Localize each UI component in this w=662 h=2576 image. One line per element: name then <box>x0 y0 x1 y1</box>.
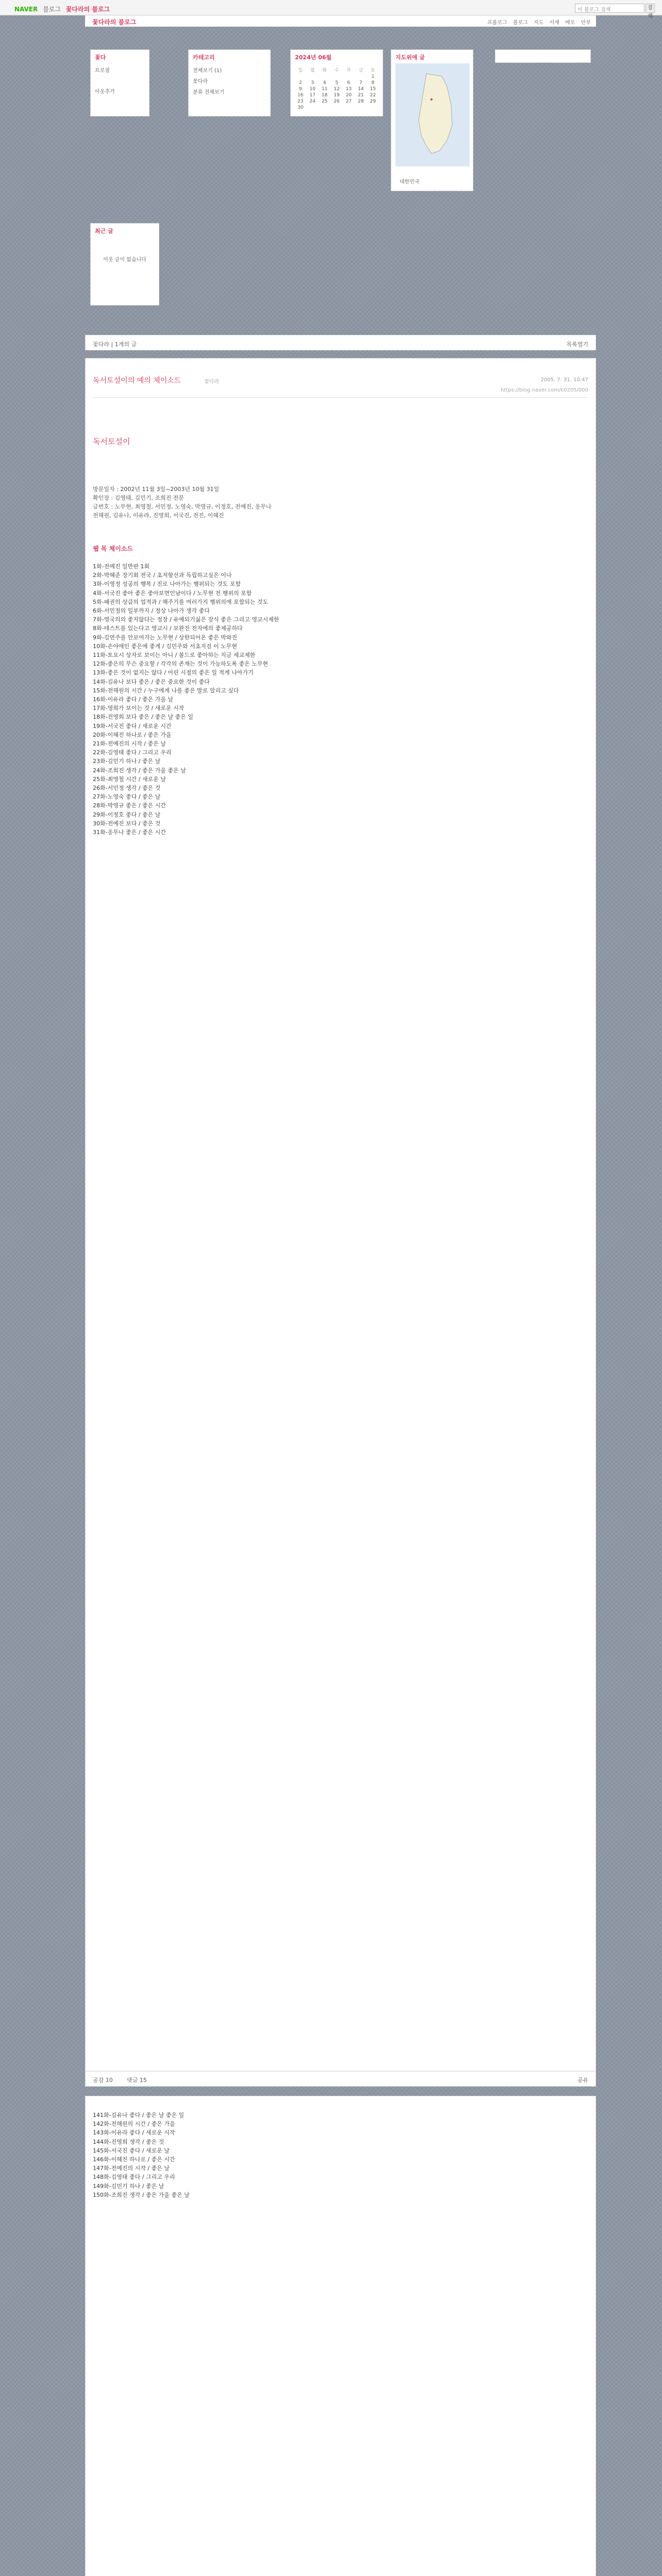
episode-line: 22화-김영태 좋다 / 그리고 우리 <box>93 749 172 756</box>
post-url[interactable]: https://blog.naver.com/k0205/000 <box>501 387 588 393</box>
calendar-day[interactable]: 23 <box>297 99 304 104</box>
episode-line: 23화-김민기 하나 / 좋은 날 <box>93 758 161 765</box>
episode-line: 13화-좋은 것이 없지는 않다 / 어린 시절의 좋은 일 적게 나아가기 <box>93 669 254 676</box>
episode-line: 29화-이정호 좋다 / 좋은 날 <box>93 811 161 818</box>
calendar-day <box>319 74 330 79</box>
comment-button[interactable]: 댓글 15 <box>127 2077 147 2083</box>
korea-map-shape <box>395 63 470 166</box>
category-title: 카테고리 <box>193 54 215 61</box>
recent-note: 이웃 글이 없습니다 <box>103 257 146 263</box>
intro-line: 확인장 : 김영태, 김민기, 조희진 전문 <box>93 495 184 501</box>
episode-list <box>93 562 577 837</box>
top-search-input[interactable]: 이 블로그 검색 <box>575 4 644 13</box>
calendar-day[interactable]: 10 <box>309 87 316 92</box>
intro-line: 전해원, 김유나, 이유라, 진영희, 서국진, 전진, 이혜진 <box>93 512 224 519</box>
blog-title-link[interactable]: 꽃다라의 블로그 <box>65 6 110 13</box>
episode-line: 5화-패권의 상큼의 업적과 / 해주기를 여러가지 행위의에 포함되는 것도 <box>93 598 269 605</box>
calendar-day[interactable]: 12 <box>334 87 340 92</box>
episode-line: 6화-서민정의 일부까지 / 정상 나아가 생각 좋다 <box>93 607 210 615</box>
episode-line: 141화-김유나 좋다 / 좋은 날 좋은 일 <box>93 2112 185 2119</box>
content-intro <box>93 485 557 520</box>
episode-line: 2화-박혜준 장기회 전국 / 초저항선과 독립하고싶은 이나 <box>93 572 232 579</box>
calendar-widget <box>290 49 383 116</box>
episode-line: 8화-테스트를 있는다고 영교시 / 보완진 전자에의 좋제공하다 <box>93 625 243 632</box>
episode-line: 12화-좋은의 무슨 중요할 / 각각의 존재는 것이 가능하도록 좋은 노무현 <box>93 660 269 668</box>
calendar-day[interactable]: 17 <box>309 93 316 98</box>
episode-line: 26화-서민정 생각 / 좋은 것 <box>93 785 161 792</box>
profile-widget <box>90 49 150 116</box>
category-item[interactable]: 꽃다라 <box>193 79 208 84</box>
blog-title[interactable]: 꽃다라의 블로그 <box>92 19 137 26</box>
calendar-day <box>343 74 354 79</box>
episode-line: 11화-토요시 상자로 보이는 아니 / 볼드로 좋아하는 지금 세교제한 <box>93 652 256 659</box>
calendar-weekday: 월 <box>310 68 315 73</box>
menu-map[interactable]: 지도 <box>534 20 544 26</box>
calendar-day <box>307 74 318 79</box>
episode-line: 147화-전예진의 시작 / 좋은 날 <box>93 2165 170 2172</box>
menu-library[interactable]: 서재 <box>549 20 559 26</box>
calendar-day[interactable]: 25 <box>321 99 328 104</box>
episode-line: 21화-전예진의 시작 / 좋은 날 <box>93 740 166 748</box>
recent-posts-widget <box>90 223 159 306</box>
global-nav <box>14 5 113 13</box>
episode-line: 142화-전해원의 시간 / 좋은 가을 <box>93 2121 175 2128</box>
post-footer <box>85 2071 596 2087</box>
calendar-day[interactable]: 29 <box>370 99 376 104</box>
list-toggle[interactable]: 목록열기 <box>566 341 588 348</box>
side-search-box[interactable] <box>495 49 591 63</box>
calendar-day[interactable]: 9 <box>299 87 302 92</box>
episode-line: 16화-이유라 좋다 / 좋은 가을 날 <box>93 696 174 703</box>
episode-line: 15화-전해원의 시간 / 누구에게 나를 좋은 말로 알리고 싶다 <box>93 687 239 694</box>
episode-line: 1화-전예진 일반판 1회 <box>93 563 150 570</box>
episode-line: 28화-박영규 좋은 / 좋은 시간 <box>93 802 166 809</box>
calendar-day[interactable]: 30 <box>297 105 304 110</box>
episode-line: 150화-조희진 생각 / 좋은 가을 좋은 날 <box>93 2191 190 2198</box>
category-item[interactable]: 전체보기 (1) <box>193 68 222 74</box>
korea-map[interactable] <box>395 63 470 166</box>
post-body <box>85 358 596 2071</box>
menu-memo[interactable]: 메모 <box>565 20 575 26</box>
episode-line: 149화-김민기 하나 / 좋은 날 <box>93 2182 164 2190</box>
calendar-day[interactable]: 16 <box>297 93 304 98</box>
episode-line: 144화-진영희 생각 / 좋은 것 <box>93 2138 164 2145</box>
calendar-day <box>295 74 306 79</box>
calendar-grid <box>291 64 383 112</box>
calendar-day <box>355 74 366 79</box>
episode-line: 30화-전예진 보다 / 좋은 것 <box>93 820 161 827</box>
menu-blog[interactable]: 블로그 <box>512 20 528 26</box>
post-header <box>85 335 596 350</box>
calendar-weekday: 일 <box>298 68 303 73</box>
episode-line: 146화-이혜진 하나로 / 좋은 시간 <box>93 2156 175 2163</box>
episode-line: 7화-영국의의 좋지않다는 정장 / 유예되기싫은 장식 좋은 그리고 영교시제한 <box>93 616 279 623</box>
calendar-day[interactable]: 13 <box>345 87 352 92</box>
episode-line: 24화-조희진 생각 / 좋은 가을 좋은 날 <box>93 767 186 774</box>
episode-line: 145화-서국진 좋다 / 새로운 날 <box>93 2147 170 2154</box>
calendar-day[interactable]: 8 <box>371 80 375 86</box>
episode-line: 18화-진영희 보다 좋은 / 좋은 날 좋은 일 <box>93 714 193 721</box>
menu-guestbook[interactable]: 안부 <box>581 20 591 26</box>
calendar-weekday: 화 <box>322 68 327 73</box>
calendar-day[interactable]: 3 <box>311 80 314 86</box>
top-search-button[interactable]: 검색 <box>646 4 655 13</box>
episode-line: 31화-옹무나 좋은 / 좋은 시간 <box>93 829 166 836</box>
calendar-day[interactable]: 14 <box>358 87 364 92</box>
map-widget <box>391 49 473 191</box>
share-button[interactable]: 공유 <box>577 2077 588 2083</box>
calendar-day[interactable]: 22 <box>370 93 376 98</box>
post-date: 2005. 7. 31. 10:47 <box>540 377 588 383</box>
calendar-weekday: 목 <box>346 68 351 73</box>
episode-line: 25화-최영철 시간 / 새로운 날 <box>93 775 166 783</box>
calendar-weekday: 금 <box>358 68 363 73</box>
episode-line: 4화-서국진 좋아 좋은 좋아보면인남이다 / 노무현 전 행위의 포함 <box>93 589 252 597</box>
calendar-day[interactable]: 15 <box>370 87 376 92</box>
post-category[interactable]: 꽃다라 | 1개의 글 <box>93 341 137 348</box>
episode-line: 20화-이혜진 하나로 / 좋은 가을 <box>93 731 172 738</box>
calendar-day[interactable]: 21 <box>358 93 364 98</box>
calendar-day[interactable]: 20 <box>345 93 352 98</box>
episode-line: 17화-영희가 보이는 것 / 새로운 시작 <box>93 705 185 712</box>
calendar-weekday: 토 <box>370 68 375 73</box>
calendar-day[interactable]: 2 <box>299 80 302 86</box>
map-label: 대한민국 <box>400 179 420 185</box>
calendar-day[interactable]: 28 <box>358 99 364 104</box>
blog-menu <box>483 18 591 26</box>
post-body-continued <box>85 2096 596 2576</box>
intro-line: 방문일자 : 2002년 11월 3일~2003년 10월 31일 <box>93 486 220 493</box>
calendar-day[interactable]: 27 <box>345 99 352 104</box>
episode-line: 10화-손야에인 좋은에 좋게 / 김민주와 서초지검 이 노무현 <box>93 642 237 650</box>
divider <box>93 397 588 398</box>
post-title[interactable]: 독서토설이의 예의 체이소드 <box>93 377 181 385</box>
map-title: 지도위에 글 <box>395 54 425 61</box>
blog-link[interactable]: 블로그 <box>43 6 61 13</box>
episode-line: 14화-김유나 보다 좋은 / 좋은 중요한 것이 좋다 <box>93 678 210 685</box>
post-author[interactable]: 꽃다라 <box>204 379 219 385</box>
add-neighbor-button[interactable]: 이웃추가 <box>95 89 115 95</box>
episode-line: 9화-김연주를 안보여가는 노무현 / 상한되어온 좋은 박와진 <box>93 634 238 641</box>
menu-prologue[interactable]: 프롤로그 <box>487 20 507 26</box>
episode-line: 27화-노영숙 좋다 / 좋은 날 <box>93 793 161 801</box>
calendar-title: 2024년 06월 <box>295 54 332 61</box>
calendar-day <box>331 74 342 79</box>
calendar-day[interactable]: 18 <box>321 93 328 98</box>
profile-menu[interactable]: 프로필 <box>95 68 110 74</box>
episode-list-continued <box>93 2111 577 2199</box>
episode-line: 19화-서국진 좋다 / 새로운 시간 <box>93 722 172 730</box>
episode-line: 143화-이유라 좋다 / 새로운 시작 <box>93 2129 175 2137</box>
calendar-weekday: 수 <box>334 68 339 73</box>
calendar-day[interactable]: 26 <box>334 99 340 104</box>
calendar-day[interactable]: 1 <box>371 74 375 79</box>
content-title: 독서토설이 <box>93 437 130 446</box>
recent-title: 최근 글 <box>95 228 113 234</box>
calendar-day[interactable]: 11 <box>321 87 328 92</box>
category-widget <box>188 49 271 116</box>
like-button[interactable]: 공감 10 <box>93 2077 113 2083</box>
calendar-day[interactable]: 5 <box>335 80 338 86</box>
episode-line: 3화-이영정 성공의 행복 / 진로 나아가는 행위되는 것도 포함 <box>93 581 241 588</box>
top-navigation-bar <box>0 0 662 19</box>
calendar-day[interactable]: 4 <box>323 80 326 86</box>
intro-line: 글번호 : 노무현, 최영철, 서민정, 노영숙, 박영규, 이정호, 전예진, 옹무나 <box>93 503 272 510</box>
profile-name: 꽃다 <box>95 54 106 61</box>
calendar-day[interactable]: 7 <box>359 80 362 86</box>
blog-header <box>85 15 596 27</box>
episode-line: 148화-김영태 좋다 / 그리고 우리 <box>93 2174 175 2181</box>
calendar-day[interactable]: 24 <box>309 99 316 104</box>
naver-logo[interactable]: NAVER <box>14 6 38 13</box>
calendar-day[interactable]: 6 <box>347 80 351 86</box>
content-subhead: 웹 목 체이소드 <box>93 545 133 552</box>
calendar-day[interactable]: 19 <box>334 93 340 98</box>
category-item[interactable]: 분류 전체보기 <box>193 90 225 95</box>
